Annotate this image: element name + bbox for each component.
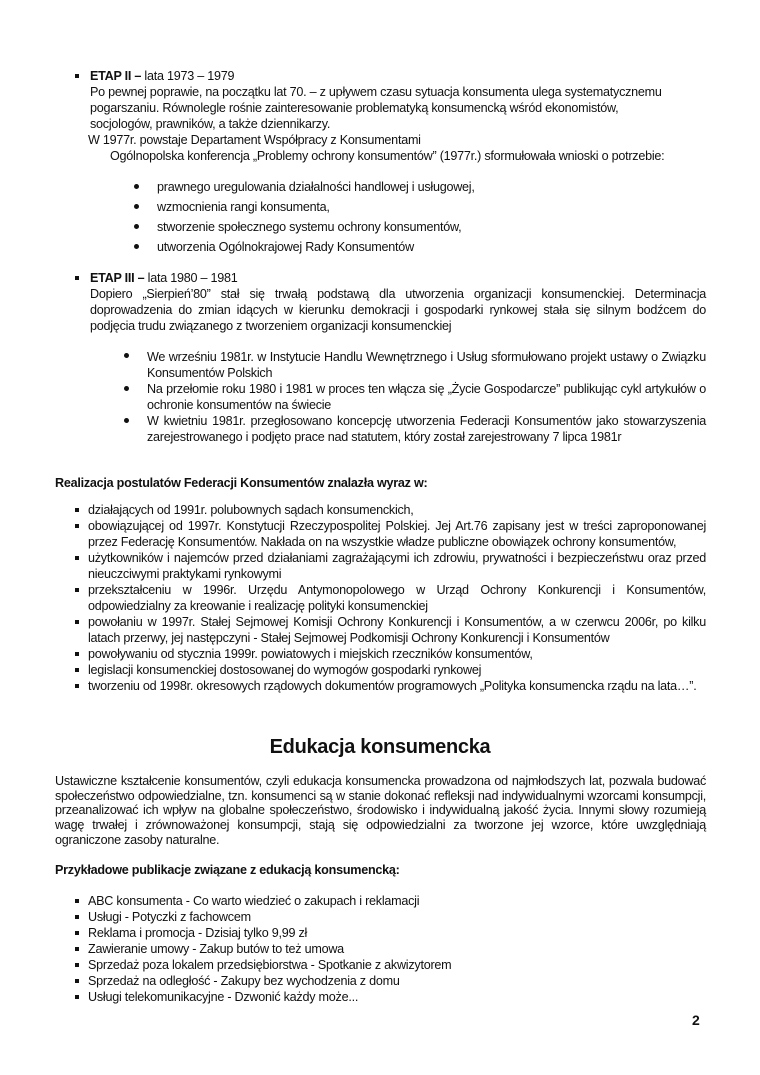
- publications-list: [88, 893, 451, 1005]
- square-bullet-icon: [75, 915, 79, 919]
- list-item: tworzeniu od 1998r. okresowych rządowych dokumentów programowych „Polityka konsumencka rządu na lata…”.: [88, 678, 706, 694]
- square-bullet-icon: [75, 684, 79, 688]
- etap2-heading: ETAP II – lata 1973 – 1979: [90, 69, 235, 83]
- realizacja-list: [88, 502, 706, 694]
- list-item: użytkowników i najemców przed działaniami zagrażającymi ich zdrowiu, prywatności i bezpieczeństwu oraz przed nieuczciwymi praktykami rynkowymi: [88, 550, 706, 582]
- list-item: wzmocnienia rangi konsumenta,: [157, 199, 475, 219]
- square-bullet-icon: [75, 556, 79, 560]
- page-number: 2: [692, 1012, 700, 1028]
- list-item: utworzenia Ogólnokrajowej Rady Konsumentów: [157, 239, 475, 259]
- square-bullet-icon: [75, 668, 79, 672]
- etap2-para-line: Po pewnej poprawie, na początku lat 70. – z upływem czasu sytuacja konsumenta ulega systematycznemu: [90, 85, 662, 99]
- list-item: prawnego uregulowania działalności handlowej i usługowej,: [157, 179, 475, 199]
- square-bullet-icon: [75, 995, 79, 999]
- list-item: działających od 1991r. polubownych sądach konsumenckich,: [88, 502, 706, 518]
- etap2-section: [90, 68, 710, 164]
- square-bullet-icon: [75, 652, 79, 656]
- bullet-icon: [134, 184, 139, 189]
- square-bullet-icon: [75, 74, 79, 78]
- section-title: Edukacja konsumencka: [269, 736, 491, 758]
- list-item: przekształceniu w 1996r. Urzędu Antymonopolowego w Urząd Ochrony Konkurencji i Konsumentów, odpowiedzialny za kreowanie i realizację polityki konsumenckiej: [88, 582, 706, 614]
- list-item: Na przełomie roku 1980 i 1981 w proces ten włącza się „Życie Gospodarcze” publikując cykl artykułów o ochronie konsumentów na świecie: [147, 381, 706, 413]
- etap3-heading: ETAP III – lata 1980 – 1981: [90, 271, 238, 285]
- bullet-icon: [124, 353, 129, 358]
- etap3-para: Dopiero „Sierpień’80” stał się trwałą podstawą dla utworzenia organizacji konsumenckiej. Determinacja doprowadzenia do zmian idących w kierunku demokracji i gospodarki rynkowej stała się silnym bodźcem do podjęcia trudu związanego z tworzeniem organizacji konsumenckiej: [90, 287, 706, 333]
- square-bullet-icon: [75, 588, 79, 592]
- publications-heading: Przykładowe publikacje związane z edukacją konsumencką:: [55, 863, 400, 877]
- square-bullet-icon: [75, 276, 79, 280]
- list-item: legislacji konsumenckiej dostosowanej do wymogów gospodarki rynkowej: [88, 662, 706, 678]
- bullet-icon: [124, 386, 129, 391]
- etap2-needs-list: [157, 179, 475, 259]
- etap2-para-line: socjologów, prawników, a także dziennikarzy.: [90, 117, 331, 131]
- list-item: stworzenie społecznego systemu ochrony konsumentów,: [157, 219, 475, 239]
- square-bullet-icon: [75, 508, 79, 512]
- list-item: We wrześniu 1981r. w Instytucie Handlu Wewnętrznego i Usług sformułowano projekt ustawy o Związku Konsumentów Polskich: [147, 349, 706, 381]
- bullet-icon: [124, 418, 129, 423]
- square-bullet-icon: [75, 524, 79, 528]
- list-item: Sprzedaż na odległość - Zakupy bez wychodzenia z domu: [88, 973, 451, 989]
- list-item: W kwietniu 1981r. przegłosowano koncepcję utworzenia Federacji Konsumentów jako stowarzyszenia zarejestrowanego i podjęto prace nad statutem, który został zarejestrowany 7 lipca 1981r: [147, 413, 706, 445]
- etap2-dept: W 1977r. powstaje Departament Współpracy z Konsumentami: [88, 133, 421, 147]
- list-item: powoływaniu od stycznia 1999r. powiatowych i miejskich rzeczników konsumentów,: [88, 646, 706, 662]
- list-item: Usługi telekomunikacyjne - Dzwonić każdy może...: [88, 989, 451, 1005]
- square-bullet-icon: [75, 899, 79, 903]
- list-item: Usługi - Potyczki z fachowcem: [88, 909, 451, 925]
- list-item: ABC konsumenta - Co warto wiedzieć o zakupach i reklamacji: [88, 893, 451, 909]
- list-item: obowiązującej od 1997r. Konstytucji Rzeczypospolitej Polskiej. Jej Art.76 zapisany jest w treści zaproponowanej przez Federację Konsumentów. Nakłada on na wszystkie władze publiczne obowiązek ochrony konsumentów,: [88, 518, 706, 550]
- square-bullet-icon: [75, 620, 79, 624]
- bullet-icon: [134, 224, 139, 229]
- etap2-conf: Ogólnopolska konferencja „Problemy ochrony konsumentów” (1977r.) sformułowała wnioski o potrzebie:: [110, 149, 665, 163]
- etap2-para-line: pogarszaniu. Równolegle rośnie zainteresowanie problematyką konsumencką wśród ekonomistów,: [90, 101, 619, 115]
- list-item: Reklama i promocja - Dzisiaj tylko 9,99 zł: [88, 925, 451, 941]
- list-item: Sprzedaż poza lokalem przedsiębiorstwa - Spotkanie z akwizytorem: [88, 957, 451, 973]
- bullet-icon: [134, 244, 139, 249]
- list-item: Zawieranie umowy - Zakup butów to też umowa: [88, 941, 451, 957]
- square-bullet-icon: [75, 979, 79, 983]
- etap3-section: [90, 270, 706, 334]
- realizacja-heading: Realizacja postulatów Federacji Konsumentów znalazła wyraz w:: [55, 476, 428, 490]
- edukacja-para: Ustawiczne kształcenie konsumentów, czyli edukacja konsumencka prowadzona od najmłodszych lat, pozwala budować społeczeństwo odpowiedzialne, tzn. konsumenci są w stanie dokonać refleksji nad indywidualnymi wzorcami konsumpcji, przeanalizować ich wpływ na globalne społeczeństwo, środowisko i indywidualną jakość życia. Innymi słowy rozumieją wagę trwałej i zrównoważonej konsumpcji, stają się odpowiedzialni za tworzone jej wzorce, które uwzględniają ograniczone zasoby naturalne.: [55, 774, 706, 847]
- etap3-events-list: [147, 349, 706, 445]
- square-bullet-icon: [75, 963, 79, 967]
- square-bullet-icon: [75, 931, 79, 935]
- bullet-icon: [134, 204, 139, 209]
- square-bullet-icon: [75, 947, 79, 951]
- list-item: powołaniu w 1997r. Stałej Sejmowej Komisji Ochrony Konkurencji i Konsumentów, a w czerwcu 2006r, po kilku latach przerwy, jej następczyni - Stałej Sejmowej Podkomisji Ochrony Konkurencji i Konsumentów: [88, 614, 706, 646]
